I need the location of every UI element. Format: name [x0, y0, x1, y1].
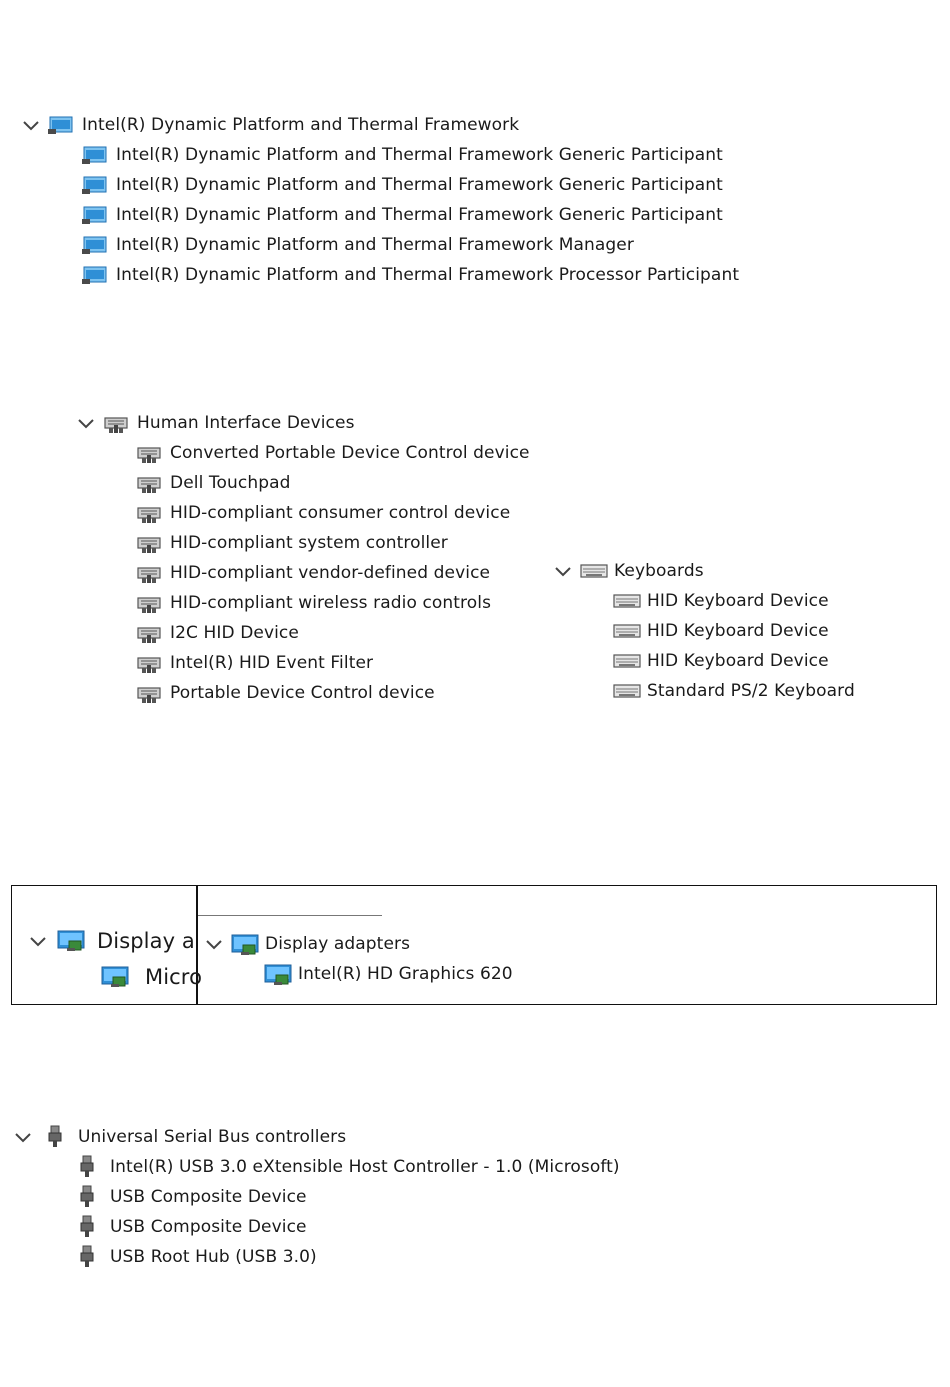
tree-leaf-keyboard[interactable] — [613, 646, 829, 676]
tree-leaf-hid[interactable] — [136, 468, 291, 498]
tree-leaf-hid[interactable] — [136, 438, 530, 468]
tree-leaf-usb[interactable] — [74, 1212, 307, 1242]
hid-device-icon — [136, 442, 164, 464]
tree-leaf-label: USB Composite Device — [110, 1187, 307, 1207]
tree-leaf-hid[interactable] — [136, 498, 510, 528]
tree-leaf-label: Intel(R) HD Graphics 620 — [298, 964, 513, 984]
tree-leaf-label: HID-compliant system controller — [170, 533, 448, 553]
monitor-icon — [57, 930, 91, 952]
processor-device-icon — [82, 234, 110, 256]
monitor-icon — [231, 933, 259, 955]
tree-leaf-label: Intel(R) Dynamic Platform and Thermal Framework Processor Participant — [116, 265, 740, 285]
tree-leaf-keyboard[interactable] — [613, 586, 829, 616]
keyboard-icon — [613, 590, 641, 612]
tree-leaf-label: Standard PS/2 Keyboard — [647, 681, 855, 701]
keyboard-icon — [613, 650, 641, 672]
tree-leaf-hid[interactable] — [136, 528, 448, 558]
hid-device-icon — [136, 682, 164, 704]
usb-plug-icon — [42, 1126, 72, 1148]
tree-leaf-dptf-manager[interactable] — [82, 230, 634, 260]
tree-node-keyboards[interactable] — [552, 556, 704, 586]
processor-device-icon — [82, 204, 110, 226]
usb-plug-icon — [74, 1156, 104, 1178]
chevron-down-icon[interactable] — [27, 930, 49, 952]
tree-leaf-label: Dell Touchpad — [170, 473, 291, 493]
tree-leaf-label: HID Keyboard Device — [647, 651, 829, 671]
tree-leaf-keyboard[interactable] — [613, 616, 829, 646]
keyboard-icon — [613, 680, 641, 702]
tree-leaf-label: Intel(R) USB 3.0 eXtensible Host Controller - 1.0 (Microsoft) — [110, 1157, 620, 1177]
chevron-down-icon[interactable] — [203, 933, 225, 955]
tree-leaf-hid[interactable] — [136, 618, 299, 648]
hid-device-icon — [136, 652, 164, 674]
usb-plug-icon — [74, 1216, 104, 1238]
hid-device-icon — [136, 622, 164, 644]
hid-device-icon — [103, 412, 131, 434]
tree-leaf-keyboard[interactable] — [613, 676, 855, 706]
tree-leaf-dptf-processor[interactable] — [82, 260, 739, 290]
tree-leaf-dptf-generic-1[interactable] — [82, 140, 723, 170]
tree-leaf-label: Intel(R) Dynamic Platform and Thermal Framework Manager — [116, 235, 634, 255]
processor-device-icon — [82, 144, 110, 166]
chevron-down-icon[interactable] — [12, 1126, 34, 1148]
tree-node-hid[interactable] — [75, 408, 355, 438]
tree-node-label: Keyboards — [614, 561, 704, 581]
tree-node-label: Human Interface Devices — [137, 413, 355, 433]
tree-leaf-hid[interactable] — [136, 588, 491, 618]
tree-leaf-label: USB Composite Device — [110, 1217, 307, 1237]
tree-leaf-label: HID-compliant wireless radio controls — [170, 593, 492, 613]
tree-leaf-hid[interactable] — [136, 678, 435, 708]
keyboard-icon — [613, 620, 641, 642]
processor-device-icon — [82, 264, 110, 286]
processor-device-icon — [82, 174, 110, 196]
tree-leaf-label: HID-compliant consumer control device — [170, 503, 511, 523]
tree-leaf-label: Micro — [145, 965, 203, 989]
usb-plug-icon — [74, 1186, 104, 1208]
tree-leaf-label: HID Keyboard Device — [647, 621, 829, 641]
tree-leaf-label: Intel(R) Dynamic Platform and Thermal Framework Generic Participant — [116, 175, 723, 195]
tree-leaf-dptf-generic-3[interactable] — [82, 200, 723, 230]
chevron-down-icon[interactable] — [75, 412, 97, 434]
tree-leaf-usb[interactable] — [74, 1152, 620, 1182]
tree-leaf-hid[interactable] — [136, 648, 373, 678]
hid-device-icon — [136, 592, 164, 614]
tree-node-display-adapters[interactable] — [203, 929, 410, 959]
tree-leaf-usb[interactable] — [74, 1182, 307, 1212]
comparison-underline — [198, 915, 382, 916]
tree-leaf-label: Converted Portable Device Control device — [170, 443, 530, 463]
monitor-icon — [264, 963, 292, 985]
tree-leaf-display-left[interactable] — [101, 961, 202, 993]
hid-device-icon — [136, 502, 164, 524]
tree-node-display-left[interactable] — [27, 925, 195, 957]
tree-leaf-label: HID-compliant vendor-defined device — [170, 563, 491, 583]
monitor-icon — [101, 966, 139, 988]
tree-node-dptf[interactable] — [20, 110, 519, 140]
processor-device-icon — [48, 114, 76, 136]
tree-node-usb[interactable] — [12, 1122, 346, 1152]
keyboard-icon — [580, 560, 608, 582]
tree-leaf-label: Portable Device Control device — [170, 683, 435, 703]
tree-leaf-label: Intel(R) Dynamic Platform and Thermal Framework Generic Participant — [116, 145, 723, 165]
tree-leaf-label: HID Keyboard Device — [647, 591, 829, 611]
tree-leaf-hd-graphics[interactable] — [264, 959, 513, 989]
tree-node-label: Display a — [97, 929, 195, 953]
tree-node-label: Display adapters — [265, 934, 411, 954]
hid-device-icon — [136, 562, 164, 584]
display-left-pane — [13, 887, 203, 1003]
chevron-down-icon[interactable] — [20, 114, 42, 136]
chevron-down-icon[interactable] — [552, 560, 574, 582]
tree-leaf-dptf-generic-2[interactable] — [82, 170, 723, 200]
usb-plug-icon — [74, 1246, 104, 1268]
tree-leaf-hid[interactable] — [136, 558, 490, 588]
tree-leaf-label: I2C HID Device — [170, 623, 299, 643]
tree-leaf-label: Intel(R) HID Event Filter — [170, 653, 374, 673]
tree-leaf-label: USB Root Hub (USB 3.0) — [110, 1247, 317, 1267]
tree-node-label: Universal Serial Bus controllers — [78, 1127, 347, 1147]
tree-leaf-label: Intel(R) Dynamic Platform and Thermal Framework Generic Participant — [116, 205, 723, 225]
hid-device-icon — [136, 472, 164, 494]
tree-node-label: Intel(R) Dynamic Platform and Thermal Framework — [82, 115, 520, 135]
hid-device-icon — [136, 532, 164, 554]
tree-leaf-usb[interactable] — [74, 1242, 317, 1272]
